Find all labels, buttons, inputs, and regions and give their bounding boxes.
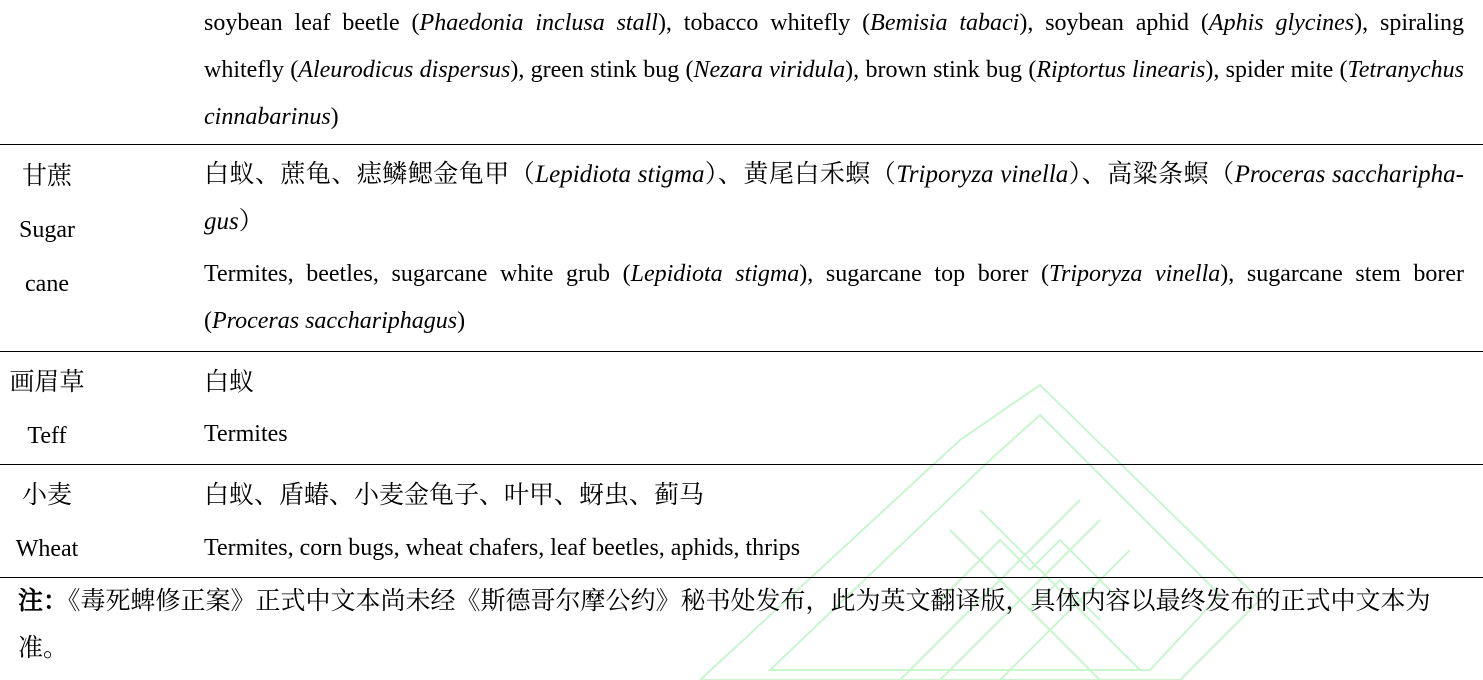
pests-english: Termites, beetles, sugarcane white grub (Lepidiota stigma), sugarcane top borer (Triporyza vinella), sugarcane stem borer (Proceras sacchariphagus) xyxy=(204,261,1465,334)
pests-english: Termites, corn bugs, wheat chafers, leaf beetles, aphids, thrips xyxy=(204,535,801,561)
crop-name-chinese: 甘蔗 xyxy=(21,163,72,190)
pests-chinese: 白蚁 xyxy=(204,369,255,396)
pests-chinese: 白蚁、盾蝽、小麦金龟子、叶甲、蚜虫、蓟马 xyxy=(204,482,705,509)
pests-chinese: 白蚁、蔗龟、痣鳞鳃金龟甲（Lepidiota stigma）、黄尾白禾螟（Triporyza vinella）、高粱条螟（Proceras sacchariphagus） xyxy=(204,161,1464,235)
footnote xyxy=(18,578,1458,672)
pests-english: Termites xyxy=(204,421,288,447)
row-divider xyxy=(0,144,1483,145)
footnote-label: 注： xyxy=(18,588,69,615)
crop-name-chinese: 小麦 xyxy=(21,482,72,509)
crop-name-chinese: 画眉草 xyxy=(9,369,85,396)
row-divider xyxy=(0,464,1483,465)
row-divider xyxy=(0,351,1483,352)
pests-english-continuation: soybean leaf beetle (Phaedonia inclusa stall), tobacco whitefly (Bemisia tabaci), soybean aphid (Aphis glycines), spiraling whitefly (Aleurodicus dispersus), green stink bug (Nezara viridula), brown stink bug (Riptortus linearis), spider mite (Tetranychus cinnabarinus) xyxy=(204,10,1464,130)
crop-name-english: Wheat xyxy=(15,536,79,562)
footnote-text: 《毒死蜱修正案》正式中文本尚未经《斯德哥尔摩公约》秘书处发布，此为英文翻译版，具体内容以最终发布的正式中文本为准。 xyxy=(18,588,1431,662)
crop-name-english: Teff xyxy=(27,423,67,449)
crop-name-english: Sugar cane xyxy=(19,217,75,297)
